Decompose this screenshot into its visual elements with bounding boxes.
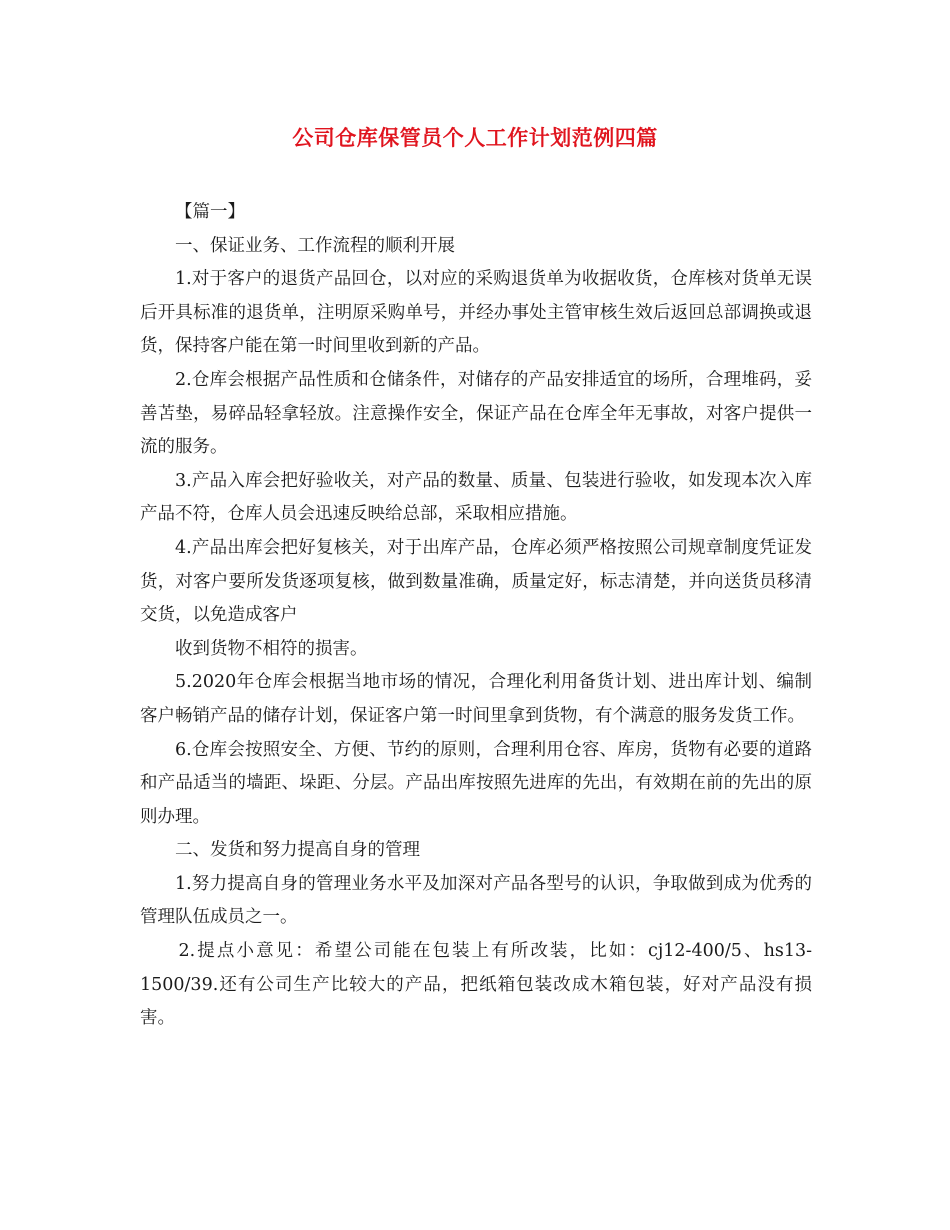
document-title: 公司仓库保管员个人工作计划范例四篇 <box>292 125 658 150</box>
paragraph-1-4: 4.产品出库会把好复核关，对于出库产品，仓库必须严格按照公司规章制度凭证发货，对客户要所发货逐项复核，做到数量准确，质量定好，标志清楚，并向送货员移清交货，以免造成客户 <box>140 537 812 626</box>
section-heading-2: 二、发货和努力提高自身的管理 <box>175 840 420 861</box>
paragraph-1-2: 2.仓库会根据产品性质和仓储条件，对储存的产品安排适宜的场所，合理堆码，妥善苫垫，易碎品轻拿轻放。注意操作安全，保证产品在仓库全年无事故，对客户提供一流的服务。 <box>140 369 812 458</box>
paragraph-2-1: 1.努力提高自身的管理业务水平及加深对产品各型号的认识，争取做到成为优秀的管理队伍成员之一。 <box>140 873 812 928</box>
paragraph-2-2: 2.提点小意见：希望公司能在包装上有所改装，比如：cj12-400/5、hs13-1500/39.还有公司生产比较大的产品，把纸箱包装改成木箱包装，好对产品没有损害。 <box>140 941 812 1029</box>
paragraph-1-6: 6.仓库会按照安全、方便、节约的原则，合理利用仓容、库房，货物有必要的道路和产品适当的墙距、垛距、分层。产品出库按照先进库的先出，有效期在前的先出的原则办理。 <box>140 739 812 827</box>
paragraph-1-5: 5.2020年仓库会根据当地市场的情况，合理化利用备货计划、进出库计划、编制客户畅销产品的储存计划，保证客户第一时间里拿到货物，有个满意的服务发货工作。 <box>140 672 812 726</box>
paragraph-1-4-continued: 收到货物不相符的损害。 <box>175 638 368 659</box>
section-heading-1: 一、保证业务、工作流程的顺利开展 <box>175 235 455 256</box>
paragraph-1-3: 3.产品入库会把好验收关，对产品的数量、质量、包装进行验收，如发现本次入库产品不符，仓库人员会迅速反映给总部，采取相应措施。 <box>140 470 812 525</box>
paragraph-1-1: 1.对于客户的退货产品回仓，以对应的采购退货单为收据收货，仓库核对货单无误后开具标准的退货单，注明原采购单号，并经办事处主管审核生效后返回总部调换或退货，保持客户能在第一时间里收到新的产品。 <box>140 269 812 357</box>
document-body <box>140 196 812 1036</box>
section-heading-part-one: 【篇一】 <box>175 202 245 222</box>
